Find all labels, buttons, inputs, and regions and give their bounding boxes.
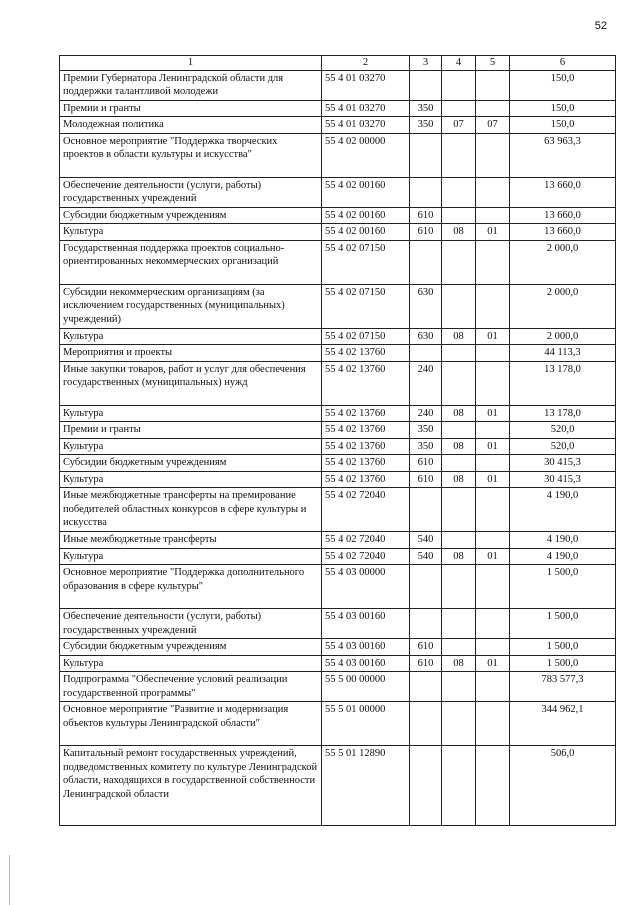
row-section-cell [442, 177, 476, 207]
table-row [60, 639, 616, 656]
row-code-cell: 55 4 01 03270 [322, 117, 410, 134]
row-subsection-cell: 07 [476, 117, 510, 134]
row-section-cell: 08 [442, 405, 476, 422]
table-row [60, 100, 616, 117]
row-subsection-cell: 01 [476, 548, 510, 565]
row-type-cell [410, 177, 442, 207]
row-name-cell: Субсидии бюджетным учреждениям [60, 455, 322, 472]
table-row [60, 672, 616, 702]
row-subsection-cell: 01 [476, 655, 510, 672]
row-name-cell: Иные межбюджетные трансферты на премирование победителей областных конкурсов в сфере культуры и искусства [60, 488, 322, 532]
header-cell: 1 [60, 56, 322, 71]
table-row [60, 746, 616, 826]
row-amount-cell: 30 415,3 [510, 471, 616, 488]
row-section-cell: 07 [442, 117, 476, 134]
table-row [60, 284, 616, 328]
table-row [60, 207, 616, 224]
header-cell: 3 [410, 56, 442, 71]
row-code-cell: 55 4 02 13760 [322, 345, 410, 362]
row-amount-cell: 150,0 [510, 70, 616, 100]
table-row [60, 548, 616, 565]
row-amount-cell: 150,0 [510, 117, 616, 134]
row-subsection-cell [476, 177, 510, 207]
header-cell: 6 [510, 56, 616, 71]
row-type-cell: 610 [410, 471, 442, 488]
row-section-cell [442, 284, 476, 328]
row-name-cell: Обеспечение деятельности (услуги, работы) государственных учреждений [60, 609, 322, 639]
row-name-cell: Подпрограмма "Обеспечение условий реализации государственной программы" [60, 672, 322, 702]
row-amount-cell: 44 113,3 [510, 345, 616, 362]
row-type-cell: 240 [410, 361, 442, 405]
row-code-cell: 55 5 00 00000 [322, 672, 410, 702]
row-subsection-cell [476, 345, 510, 362]
row-amount-cell: 2 000,0 [510, 284, 616, 328]
row-subsection-cell [476, 70, 510, 100]
row-amount-cell: 1 500,0 [510, 609, 616, 639]
row-section-cell [442, 100, 476, 117]
row-amount-cell: 520,0 [510, 438, 616, 455]
row-code-cell: 55 4 02 00160 [322, 224, 410, 241]
row-name-cell: Культура [60, 471, 322, 488]
row-amount-cell: 1 500,0 [510, 655, 616, 672]
table-row [60, 361, 616, 405]
header-cell: 2 [322, 56, 410, 71]
row-section-cell [442, 488, 476, 532]
table-body [60, 56, 616, 826]
table-row [60, 177, 616, 207]
row-type-cell: 610 [410, 207, 442, 224]
row-amount-cell: 13 178,0 [510, 405, 616, 422]
row-code-cell: 55 4 03 00000 [322, 565, 410, 609]
row-section-cell [442, 639, 476, 656]
row-type-cell [410, 672, 442, 702]
header-cell: 4 [442, 56, 476, 71]
row-amount-cell: 4 190,0 [510, 488, 616, 532]
row-name-cell: Культура [60, 438, 322, 455]
row-amount-cell: 13 178,0 [510, 361, 616, 405]
row-type-cell [410, 488, 442, 532]
row-name-cell: Субсидии бюджетным учреждениям [60, 639, 322, 656]
row-code-cell: 55 4 02 00160 [322, 207, 410, 224]
header-cell: 5 [476, 56, 510, 71]
row-code-cell: 55 4 02 13760 [322, 471, 410, 488]
table-header-row [60, 56, 616, 71]
row-code-cell: 55 4 03 00160 [322, 609, 410, 639]
row-amount-cell: 1 500,0 [510, 565, 616, 609]
row-subsection-cell [476, 746, 510, 826]
table-row [60, 133, 616, 177]
row-type-cell: 540 [410, 548, 442, 565]
row-code-cell: 55 4 02 13760 [322, 422, 410, 439]
row-type-cell [410, 70, 442, 100]
row-section-cell [442, 207, 476, 224]
row-name-cell: Премии и гранты [60, 100, 322, 117]
row-amount-cell: 1 500,0 [510, 639, 616, 656]
row-name-cell: Мероприятия и проекты [60, 345, 322, 362]
table-row [60, 655, 616, 672]
row-type-cell [410, 133, 442, 177]
row-code-cell: 55 4 02 07150 [322, 284, 410, 328]
row-type-cell: 240 [410, 405, 442, 422]
row-subsection-cell [476, 639, 510, 656]
row-section-cell [442, 455, 476, 472]
table-row [60, 422, 616, 439]
budget-table [59, 55, 616, 826]
row-name-cell: Культура [60, 655, 322, 672]
row-section-cell [442, 133, 476, 177]
row-code-cell: 55 4 02 07150 [322, 328, 410, 345]
row-section-cell [442, 565, 476, 609]
row-code-cell: 55 4 02 00160 [322, 177, 410, 207]
row-code-cell: 55 4 01 03270 [322, 100, 410, 117]
row-section-cell [442, 746, 476, 826]
row-type-cell [410, 345, 442, 362]
row-type-cell: 630 [410, 328, 442, 345]
row-subsection-cell [476, 100, 510, 117]
row-type-cell [410, 609, 442, 639]
row-type-cell [410, 702, 442, 746]
row-name-cell: Молодежная политика [60, 117, 322, 134]
row-name-cell: Культура [60, 328, 322, 345]
row-amount-cell: 783 577,3 [510, 672, 616, 702]
row-amount-cell: 30 415,3 [510, 455, 616, 472]
row-subsection-cell [476, 361, 510, 405]
row-code-cell: 55 4 02 07150 [322, 240, 410, 284]
table-row [60, 702, 616, 746]
row-amount-cell: 4 190,0 [510, 532, 616, 549]
row-type-cell: 350 [410, 117, 442, 134]
row-subsection-cell [476, 422, 510, 439]
row-amount-cell: 4 190,0 [510, 548, 616, 565]
row-type-cell: 540 [410, 532, 442, 549]
row-name-cell: Обеспечение деятельности (услуги, работы) государственных учреждений [60, 177, 322, 207]
row-name-cell: Иные закупки товаров, работ и услуг для обеспечения государственных (муниципальных) нужд [60, 361, 322, 405]
row-subsection-cell: 01 [476, 328, 510, 345]
row-amount-cell: 13 660,0 [510, 224, 616, 241]
row-section-cell [442, 702, 476, 746]
row-name-cell: Премии Губернатора Ленинградской области для поддержки талантливой молодежи [60, 70, 322, 100]
row-subsection-cell [476, 455, 510, 472]
row-subsection-cell: 01 [476, 224, 510, 241]
table-row [60, 532, 616, 549]
row-code-cell: 55 4 02 13760 [322, 455, 410, 472]
row-subsection-cell [476, 609, 510, 639]
row-subsection-cell [476, 488, 510, 532]
row-type-cell: 350 [410, 422, 442, 439]
row-section-cell [442, 240, 476, 284]
row-section-cell [442, 672, 476, 702]
row-subsection-cell: 01 [476, 471, 510, 488]
table-row [60, 471, 616, 488]
row-amount-cell: 506,0 [510, 746, 616, 826]
row-section-cell [442, 361, 476, 405]
table-row [60, 609, 616, 639]
row-subsection-cell [476, 702, 510, 746]
row-name-cell: Субсидии некоммерческим организациям (за исключением государственных (муниципальных) учреждений) [60, 284, 322, 328]
table-row [60, 70, 616, 100]
row-type-cell: 630 [410, 284, 442, 328]
row-name-cell: Капитальный ремонт государственных учреждений, подведомственных комитету по культуре Ленинградской области, находящихся в государственной собственности Ленинградской области [60, 746, 322, 826]
row-type-cell: 350 [410, 438, 442, 455]
row-code-cell: 55 4 01 03270 [322, 70, 410, 100]
row-subsection-cell [476, 207, 510, 224]
table-row [60, 438, 616, 455]
table-row [60, 328, 616, 345]
table-row [60, 345, 616, 362]
row-type-cell [410, 565, 442, 609]
row-amount-cell: 520,0 [510, 422, 616, 439]
row-type-cell [410, 746, 442, 826]
row-subsection-cell [476, 565, 510, 609]
row-name-cell: Основное мероприятие "Поддержка дополнительного образования в сфере культуры" [60, 565, 322, 609]
table-row [60, 565, 616, 609]
row-code-cell: 55 4 02 13760 [322, 438, 410, 455]
row-section-cell [442, 532, 476, 549]
row-amount-cell: 150,0 [510, 100, 616, 117]
table-row [60, 117, 616, 134]
table-row [60, 405, 616, 422]
row-code-cell: 55 4 02 72040 [322, 548, 410, 565]
row-name-cell: Основное мероприятие "Поддержка творческих проектов в области культуры и искусства" [60, 133, 322, 177]
table-row [60, 455, 616, 472]
row-name-cell: Субсидии бюджетным учреждениям [60, 207, 322, 224]
row-type-cell: 610 [410, 224, 442, 241]
row-subsection-cell [476, 133, 510, 177]
row-type-cell: 610 [410, 655, 442, 672]
row-section-cell: 08 [442, 438, 476, 455]
row-section-cell: 08 [442, 328, 476, 345]
row-section-cell [442, 609, 476, 639]
page-number: 52 [594, 20, 607, 32]
row-amount-cell: 344 962,1 [510, 702, 616, 746]
row-code-cell: 55 5 01 12890 [322, 746, 410, 826]
row-code-cell: 55 4 02 00000 [322, 133, 410, 177]
row-section-cell [442, 70, 476, 100]
table-row [60, 224, 616, 241]
row-name-cell: Культура [60, 405, 322, 422]
row-code-cell: 55 5 01 00000 [322, 702, 410, 746]
row-name-cell: Государственная поддержка проектов социально-ориентированных некоммерческих организаций [60, 240, 322, 284]
row-subsection-cell [476, 532, 510, 549]
row-subsection-cell: 01 [476, 438, 510, 455]
row-name-cell: Культура [60, 224, 322, 241]
row-amount-cell: 2 000,0 [510, 240, 616, 284]
row-code-cell: 55 4 02 13760 [322, 361, 410, 405]
row-type-cell: 610 [410, 455, 442, 472]
table-row [60, 488, 616, 532]
margin-line [9, 855, 10, 905]
row-section-cell: 08 [442, 548, 476, 565]
row-type-cell [410, 240, 442, 284]
row-section-cell [442, 422, 476, 439]
row-code-cell: 55 4 02 72040 [322, 532, 410, 549]
row-amount-cell: 63 963,3 [510, 133, 616, 177]
row-name-cell: Премии и гранты [60, 422, 322, 439]
row-name-cell: Основное мероприятие "Развитие и модернизация объектов культуры Ленинградской области" [60, 702, 322, 746]
row-name-cell: Культура [60, 548, 322, 565]
row-code-cell: 55 4 03 00160 [322, 639, 410, 656]
row-type-cell: 610 [410, 639, 442, 656]
row-code-cell: 55 4 02 13760 [322, 405, 410, 422]
row-amount-cell: 13 660,0 [510, 177, 616, 207]
row-amount-cell: 2 000,0 [510, 328, 616, 345]
row-section-cell: 08 [442, 471, 476, 488]
row-amount-cell: 13 660,0 [510, 207, 616, 224]
row-section-cell: 08 [442, 655, 476, 672]
table-row [60, 240, 616, 284]
row-subsection-cell [476, 240, 510, 284]
row-subsection-cell: 01 [476, 405, 510, 422]
row-subsection-cell [476, 672, 510, 702]
row-code-cell: 55 4 03 00160 [322, 655, 410, 672]
row-section-cell: 08 [442, 224, 476, 241]
row-name-cell: Иные межбюджетные трансферты [60, 532, 322, 549]
row-code-cell: 55 4 02 72040 [322, 488, 410, 532]
row-type-cell: 350 [410, 100, 442, 117]
row-subsection-cell [476, 284, 510, 328]
row-section-cell [442, 345, 476, 362]
